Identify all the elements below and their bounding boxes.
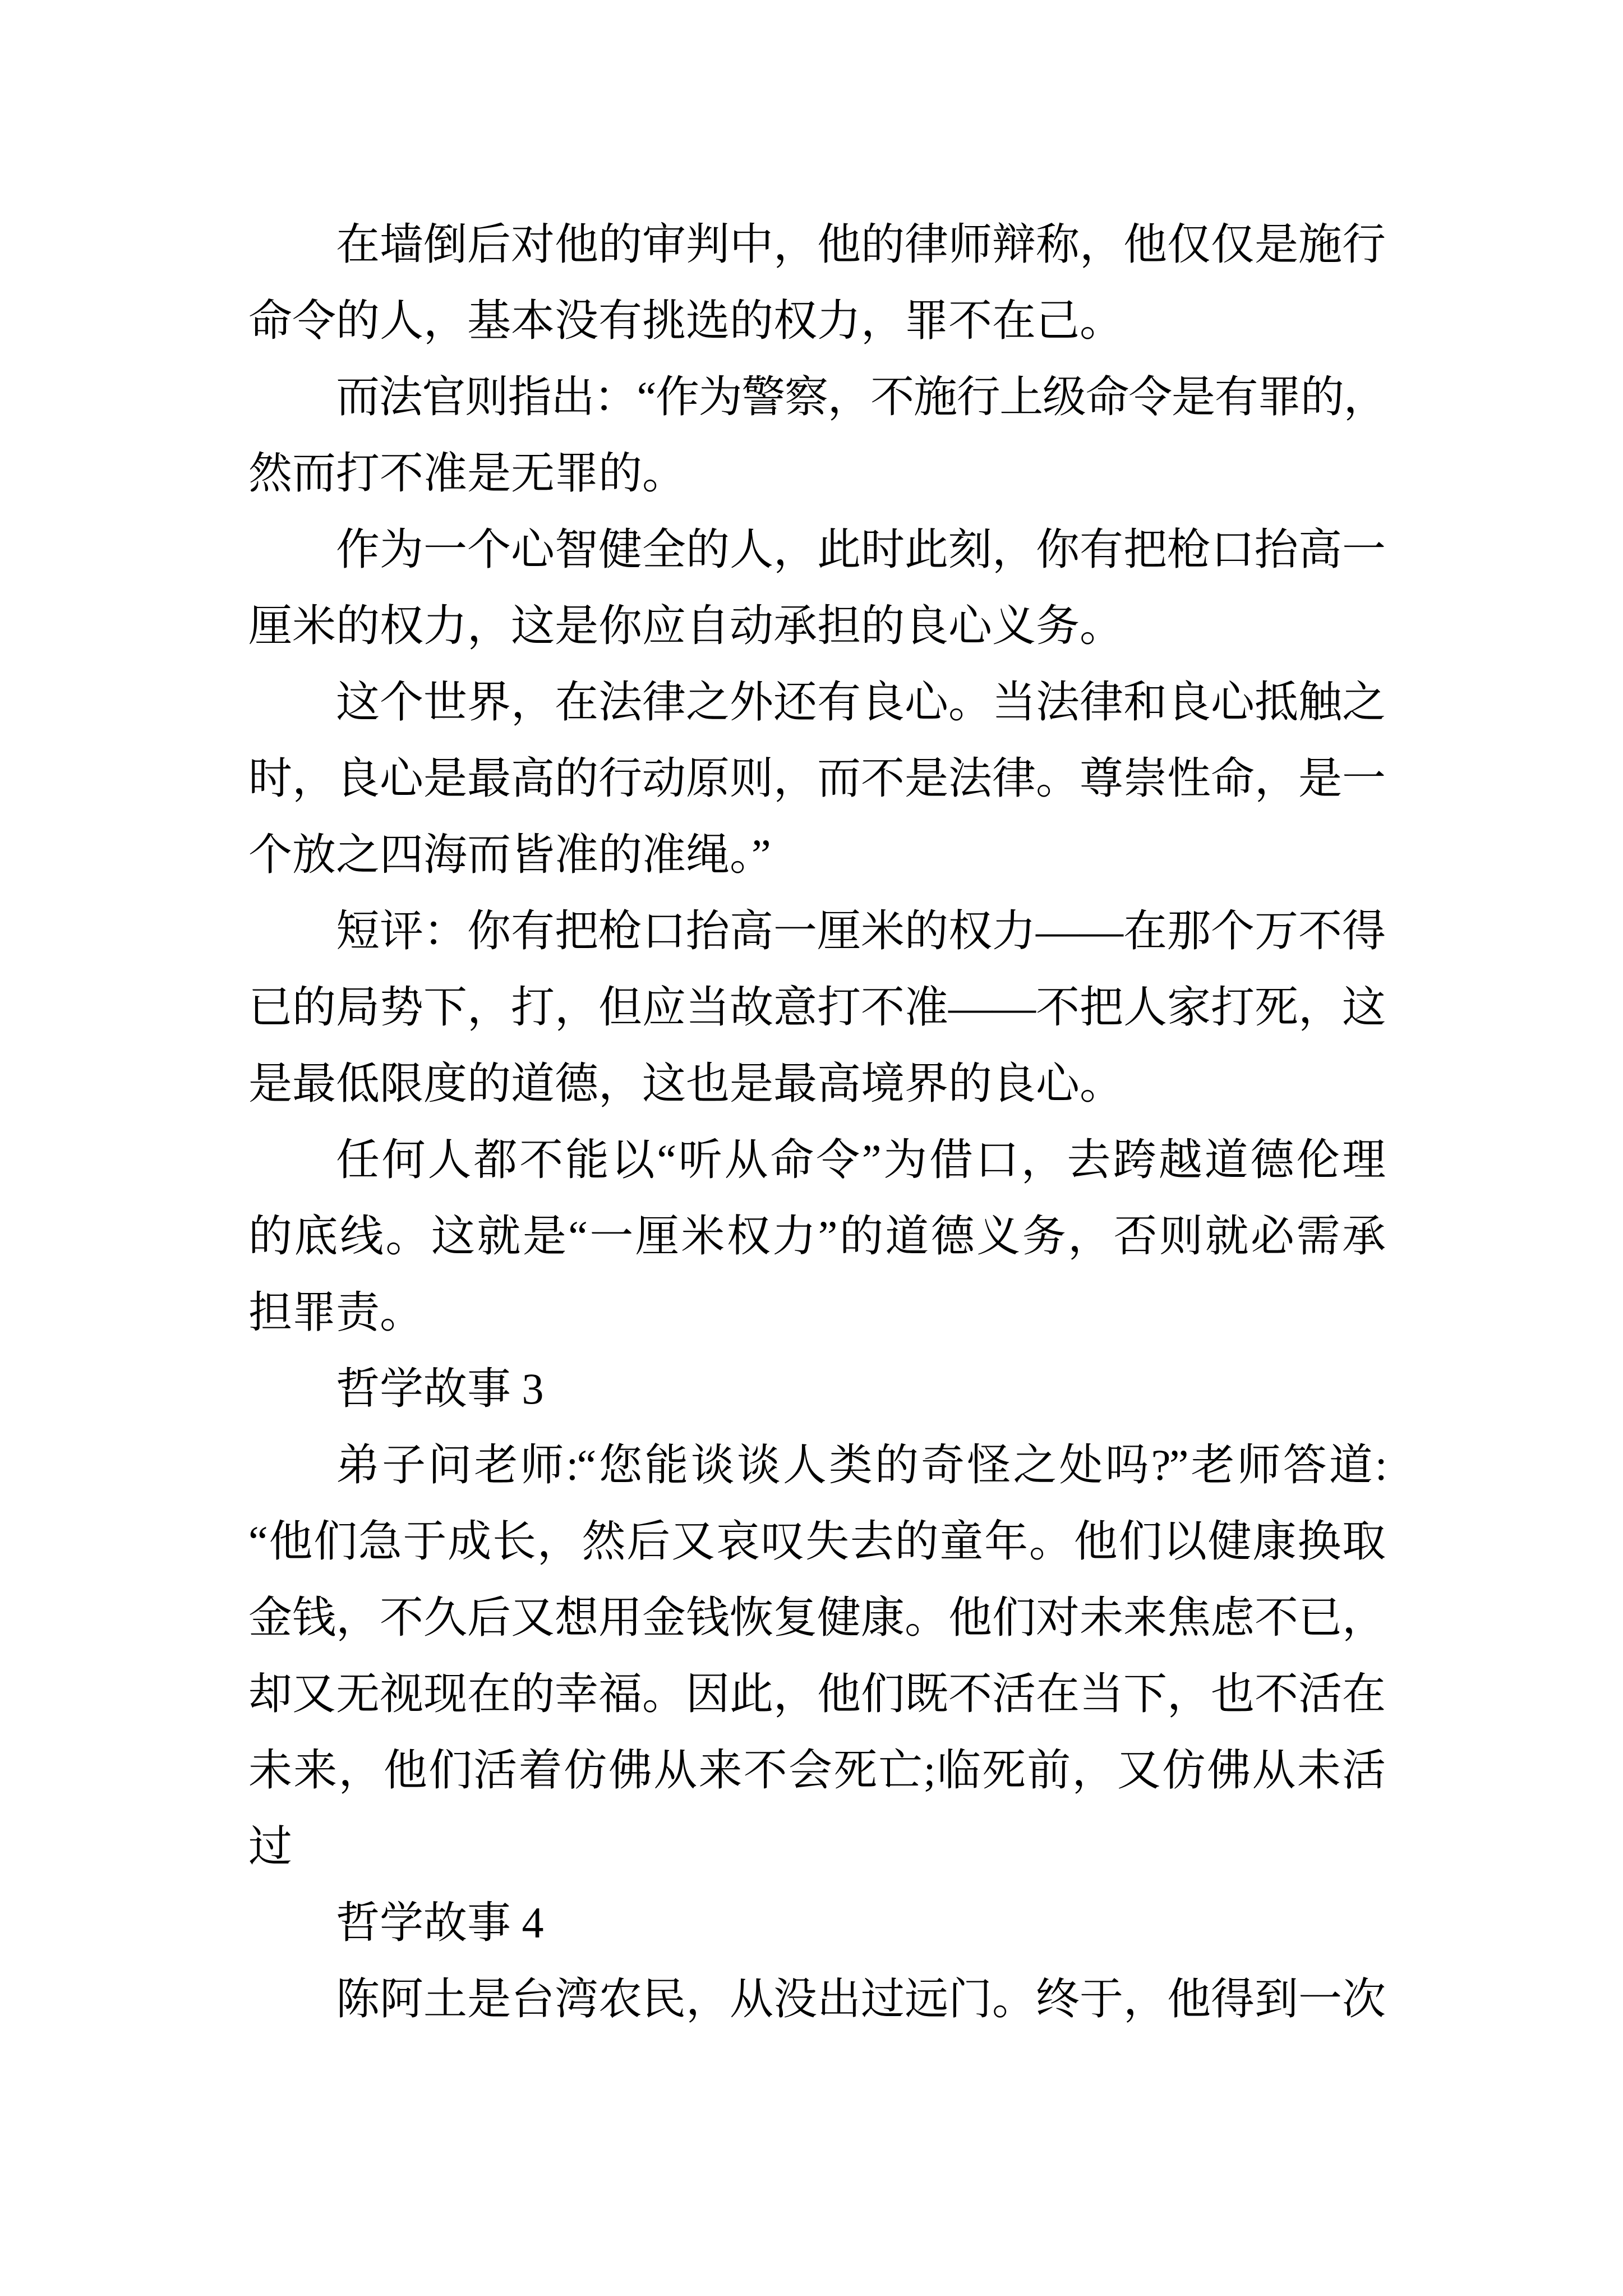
text-line: 个放之四海而皆准的准绳。”: [248, 830, 771, 879]
text-line: 作为一个心智健全的人，此时此刻，你有把枪口抬高一: [336, 525, 1386, 574]
text-line: 在墙倒后对他的审判中，他的律师辩称，他仅仅是施行: [336, 220, 1386, 269]
text-line: 过: [248, 1822, 293, 1871]
text-line: 时，良心是最高的行动原则，而不是法律。尊崇性命，是一: [248, 754, 1386, 803]
text-line: 而法官则指出：“作为警察，不施行上级命令是有罪的，: [336, 372, 1386, 421]
text-line: 任何人都不能以“听从命令”为借口，去跨越道德伦理: [336, 1135, 1386, 1184]
text-line: 金钱，不久后又想用金钱恢复健康。他们对未来焦虑不已，: [248, 1593, 1386, 1642]
text-line: 弟子问老师:“您能谈谈人类的奇怪之处吗?”老师答道:: [336, 1441, 1386, 1489]
text-line: 哲学故事 4: [336, 1898, 544, 1947]
text-line: 这个世界，在法律之外还有良心。当法律和良心抵触之: [336, 678, 1386, 726]
text-line: 陈阿土是台湾农民，从没出过远门。终于，他得到一次: [336, 1975, 1386, 2023]
text-line: 然而打不准是无罪的。: [248, 449, 686, 498]
page-text: [248, 206, 1386, 2037]
text-line: 短评：你有把枪口抬高一厘米的权力——在那个万不得: [336, 907, 1386, 955]
text-line: 是最低限度的道德，这也是最高境界的良心。: [248, 1059, 1124, 1108]
text-line: 担罪责。: [248, 1288, 424, 1337]
text-line: 命令的人，基本没有挑选的权力，罪不在己。: [248, 296, 1124, 345]
text-line: 未来，他们活着仿佛从来不会死亡;临死前，又仿佛从未活: [248, 1746, 1386, 1795]
text-line: 厘米的权力，这是你应自动承担的良心义务。: [248, 601, 1124, 650]
text-line: 哲学故事 3: [336, 1364, 544, 1413]
text-line: “他们急于成长，然后又哀叹失去的童年。他们以健康换取: [248, 1517, 1386, 1566]
text-line: 的底线。这就是“一厘米权力”的道德义务，否则就必需承: [248, 1212, 1386, 1260]
text-line: 已的局势下，打，但应当故意打不准——不把人家打死，这: [248, 983, 1386, 1032]
text-line: 却又无视现在的幸福。因此，他们既不活在当下，也不活在: [248, 1669, 1386, 1718]
